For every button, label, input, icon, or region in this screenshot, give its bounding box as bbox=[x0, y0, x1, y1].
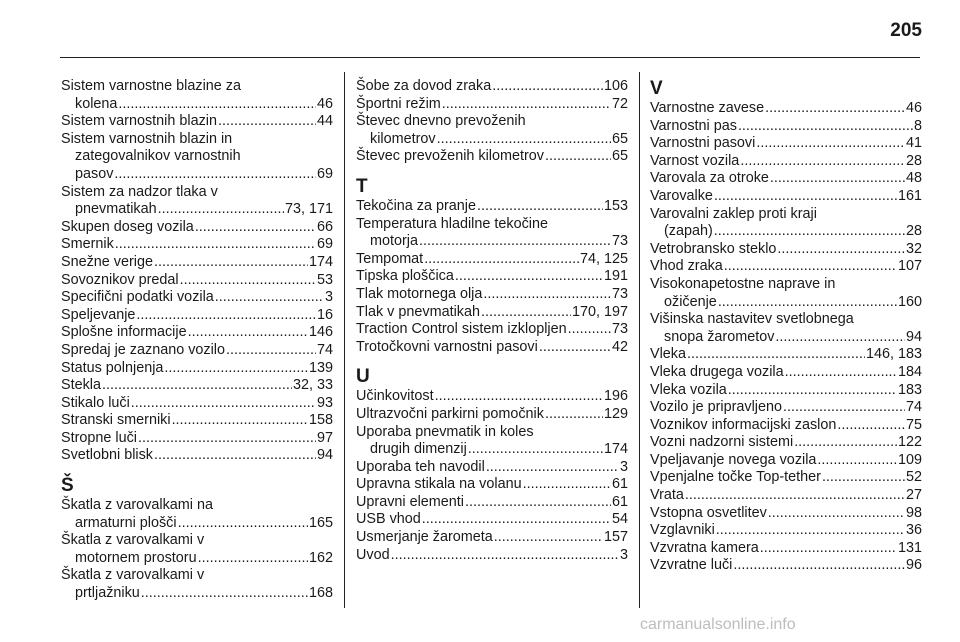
index-entry bbox=[61, 254, 333, 272]
dot-leader bbox=[768, 505, 905, 523]
dot-leader bbox=[539, 339, 611, 357]
index-entry bbox=[650, 417, 922, 435]
index-entry-text: Varovalni zaklep proti kraji bbox=[650, 205, 817, 222]
index-entry bbox=[61, 184, 333, 219]
index-page-ref: 109 bbox=[897, 451, 922, 468]
dot-leader bbox=[733, 557, 905, 575]
index-entry bbox=[650, 540, 922, 558]
dot-leader bbox=[794, 434, 897, 452]
index-entry bbox=[650, 206, 922, 241]
dot-leader bbox=[486, 459, 619, 477]
dot-leader bbox=[545, 148, 611, 166]
index-entry bbox=[650, 311, 922, 346]
index-entry bbox=[61, 272, 333, 290]
index-page-ref: 32, 33 bbox=[292, 377, 333, 394]
dot-leader bbox=[455, 268, 603, 286]
watermark: carmanualsonline.info bbox=[640, 616, 796, 633]
dot-leader bbox=[770, 170, 905, 188]
index-entry bbox=[650, 399, 922, 417]
index-entry-text: Vzvratne luči bbox=[650, 557, 733, 574]
index-entry-text: Sistem varnostnih blazin in bbox=[61, 130, 233, 147]
dot-leader bbox=[775, 329, 905, 347]
index-page-ref: 75 bbox=[905, 416, 922, 433]
index-entry-text: Vzvratna kamera bbox=[650, 539, 759, 556]
index-entry-text: Škatla z varovalkami na bbox=[61, 497, 213, 514]
dot-leader bbox=[468, 441, 603, 459]
index-entry-text: Vozilo je pripravljeno bbox=[650, 399, 782, 416]
dot-leader bbox=[118, 96, 316, 114]
index-entry-text: Varnost vozila bbox=[650, 152, 740, 169]
dot-leader bbox=[481, 304, 571, 322]
index-page-ref: 52 bbox=[905, 469, 922, 486]
index-entry bbox=[356, 78, 628, 96]
dot-leader bbox=[685, 487, 905, 505]
index-page-ref: 196 bbox=[603, 388, 628, 405]
index-entry-text: Vleka vozila bbox=[650, 381, 727, 398]
column-divider bbox=[344, 72, 345, 608]
dot-leader bbox=[422, 511, 611, 529]
index-page-ref: 54 bbox=[611, 511, 628, 528]
index-page-ref: 65 bbox=[611, 148, 628, 165]
index-entry-text: Škatla z varovalkami v bbox=[61, 567, 205, 584]
index-entry bbox=[356, 251, 628, 269]
index-entry bbox=[61, 430, 333, 448]
dot-leader bbox=[164, 360, 308, 378]
index-entry-text: ožičenje bbox=[664, 293, 717, 310]
dot-leader bbox=[391, 547, 619, 565]
index-page-ref: 46 bbox=[905, 100, 922, 116]
dot-leader bbox=[188, 324, 308, 342]
dot-leader bbox=[136, 307, 316, 325]
index-entry bbox=[356, 547, 628, 565]
index-entry bbox=[356, 459, 628, 477]
index-entry-text: Učinkovitost bbox=[356, 388, 434, 405]
index-entry-text: snopa žarometov bbox=[664, 328, 775, 345]
index-entry-text: Sistem za nadzor tlaka v bbox=[61, 183, 218, 200]
dot-leader bbox=[180, 272, 316, 290]
index-entry-text: Trotočkovni varnostni pasovi bbox=[356, 338, 538, 355]
index-page-ref: 3 bbox=[619, 458, 628, 475]
page-number: 205 bbox=[890, 20, 922, 41]
index-page-ref: 94 bbox=[316, 447, 333, 464]
dot-leader bbox=[760, 540, 897, 558]
index-entry bbox=[650, 469, 922, 487]
dot-leader bbox=[115, 236, 316, 254]
index-entry bbox=[61, 395, 333, 413]
dot-leader bbox=[138, 430, 316, 448]
index-entry-text: motorja bbox=[370, 233, 418, 250]
column-divider bbox=[639, 72, 640, 608]
index-entry-text: Uvod bbox=[356, 546, 390, 563]
index-entry bbox=[356, 321, 628, 339]
dot-leader bbox=[154, 254, 308, 272]
dot-leader bbox=[424, 251, 579, 269]
dot-leader bbox=[131, 395, 316, 413]
dot-leader bbox=[442, 96, 611, 114]
index-entry bbox=[61, 78, 333, 113]
dot-leader bbox=[195, 219, 316, 237]
index-entry bbox=[356, 406, 628, 424]
index-page-ref: 191 bbox=[603, 268, 628, 285]
index-entry-text: Sistem varnostne blazine za bbox=[61, 78, 241, 94]
dot-leader bbox=[714, 188, 897, 206]
index-entry bbox=[650, 505, 922, 523]
dot-leader bbox=[215, 289, 324, 307]
index-entry bbox=[356, 268, 628, 286]
index-letter-heading: V bbox=[650, 78, 663, 99]
dot-leader bbox=[419, 233, 611, 251]
index-entry-text: Tempomat bbox=[356, 250, 424, 267]
index-page-ref: 66 bbox=[316, 218, 333, 235]
dot-leader bbox=[465, 494, 611, 512]
index-entry-text: Svetlobni blisk bbox=[61, 447, 153, 464]
index-entry bbox=[61, 289, 333, 307]
index-entry-text: armaturni plošči bbox=[75, 514, 177, 531]
index-page-ref: 174 bbox=[308, 253, 333, 270]
index-page-ref: 61 bbox=[611, 476, 628, 493]
index-page-ref: 146 bbox=[308, 324, 333, 341]
dot-leader bbox=[714, 223, 905, 241]
dot-leader bbox=[738, 118, 913, 136]
index-page-ref: 184 bbox=[897, 363, 922, 380]
index-entry-text: Speljevanje bbox=[61, 306, 136, 323]
index-entry-text: Stekla bbox=[61, 377, 101, 394]
index-entry bbox=[61, 307, 333, 325]
index-entry-text: Ultrazvočni parkirni pomočnik bbox=[356, 405, 544, 422]
index-entry-text: Stropne luči bbox=[61, 429, 137, 446]
dot-leader bbox=[483, 286, 611, 304]
index-page-ref: 129 bbox=[603, 405, 628, 422]
dot-leader bbox=[102, 377, 292, 395]
index-letter-heading: Š bbox=[61, 475, 74, 497]
index-entry bbox=[356, 388, 628, 406]
index-entry-text: Skupen doseg vozila bbox=[61, 218, 194, 235]
index-page-ref: 107 bbox=[897, 258, 922, 275]
index-entry-text: Upravna stikala na volanu bbox=[356, 476, 522, 493]
dot-leader bbox=[837, 417, 905, 435]
index-entry-text: Uporaba teh navodil bbox=[356, 458, 485, 475]
index-entry-text: Vozni nadzorni sistemi bbox=[650, 434, 794, 451]
index-page-ref: 94 bbox=[905, 328, 922, 345]
index-entry bbox=[61, 113, 333, 131]
dot-leader bbox=[226, 342, 316, 360]
index-page-ref: 28 bbox=[905, 223, 922, 240]
index-letter-heading: T bbox=[356, 175, 368, 197]
index-page-ref: 28 bbox=[905, 152, 922, 169]
dot-leader bbox=[822, 469, 905, 487]
index-entry bbox=[356, 494, 628, 512]
index-entry-text: pasov bbox=[75, 165, 114, 182]
index-entry-text: Uporaba pnevmatik in koles bbox=[356, 423, 534, 440]
index-page-ref: 41 bbox=[905, 135, 922, 152]
index-page-ref: 170, 197 bbox=[571, 303, 628, 320]
index-entry bbox=[61, 324, 333, 342]
index-page-ref: 65 bbox=[611, 130, 628, 147]
index-entry-text: Upravni elementi bbox=[356, 493, 464, 510]
dot-leader bbox=[492, 78, 603, 96]
index-entry-text: Stranski smerniki bbox=[61, 412, 171, 429]
dot-leader bbox=[114, 166, 316, 184]
index-entry bbox=[650, 452, 922, 470]
index-entry-text: Vstopna osvetlitev bbox=[650, 504, 767, 521]
index-entry-text: Vleka drugega vozila bbox=[650, 363, 784, 380]
index-page-ref: 44 bbox=[316, 113, 333, 130]
dot-leader bbox=[785, 364, 897, 382]
dot-leader bbox=[777, 241, 905, 259]
index-entry bbox=[356, 148, 628, 166]
index-entry bbox=[650, 346, 922, 364]
index-entry bbox=[650, 188, 922, 206]
index-column-3 bbox=[650, 78, 922, 575]
index-entry-text: Tlak v pnevmatikah bbox=[356, 303, 480, 320]
dot-leader bbox=[198, 550, 308, 568]
index-page-ref: 157 bbox=[603, 529, 628, 546]
index-entry-text: kilometrov bbox=[370, 130, 436, 147]
index-page-ref: 165 bbox=[308, 514, 333, 531]
index-entry bbox=[61, 497, 333, 532]
index-page-ref: 32 bbox=[905, 240, 922, 257]
index-entry bbox=[650, 364, 922, 382]
index-entry-text: Voznikov informacijski zaslon bbox=[650, 416, 837, 433]
index-entry bbox=[650, 522, 922, 540]
index-entry bbox=[650, 170, 922, 188]
index-page-ref: 158 bbox=[308, 412, 333, 429]
index-page-ref: 106 bbox=[603, 78, 628, 94]
index-entry-text: Tekočina za pranje bbox=[356, 197, 476, 214]
index-entry-text: Varnostni pasovi bbox=[650, 135, 756, 152]
index-entry bbox=[650, 382, 922, 400]
index-entry-text: Snežne verige bbox=[61, 253, 154, 270]
index-entry bbox=[356, 339, 628, 357]
index-entry bbox=[61, 447, 333, 465]
index-page-ref: 3 bbox=[619, 546, 628, 563]
index-entry bbox=[356, 96, 628, 114]
index-page-ref: 153 bbox=[603, 197, 628, 214]
dot-leader bbox=[477, 198, 603, 216]
index-page-ref: 146, 183 bbox=[865, 346, 922, 363]
index-entry-text: Vleka bbox=[650, 346, 686, 363]
index-entry bbox=[61, 131, 333, 184]
index-entry-text: Varnostni pas bbox=[650, 117, 737, 134]
index-page-ref: 162 bbox=[308, 549, 333, 566]
index-page-ref: 8 bbox=[913, 117, 922, 134]
index-page-ref: 97 bbox=[316, 429, 333, 446]
index-entry bbox=[61, 360, 333, 378]
dot-leader bbox=[687, 346, 865, 364]
index-page-ref: 96 bbox=[905, 557, 922, 574]
index-entry-text: Števec prevoženih kilometrov bbox=[356, 148, 544, 165]
dot-leader bbox=[718, 294, 897, 312]
index-entry bbox=[650, 118, 922, 136]
index-page-ref: 139 bbox=[308, 359, 333, 376]
index-entry-text: Vetrobransko steklo bbox=[650, 240, 777, 257]
index-page-ref: 16 bbox=[316, 306, 333, 323]
index-page-ref: 3 bbox=[324, 289, 333, 306]
dot-leader bbox=[435, 388, 603, 406]
index-entry-text: Tlak motornega olja bbox=[356, 285, 483, 302]
index-entry-text: Sovoznikov predal bbox=[61, 271, 179, 288]
index-entry bbox=[356, 286, 628, 304]
dot-leader bbox=[545, 406, 603, 424]
index-entry bbox=[61, 219, 333, 237]
index-entry-text: Vhod zraka bbox=[650, 258, 723, 275]
index-entry bbox=[650, 135, 922, 153]
index-entry bbox=[356, 113, 628, 148]
index-page-ref: 174 bbox=[603, 441, 628, 458]
index-letter-heading: U bbox=[356, 366, 370, 388]
index-page-ref: 72 bbox=[611, 95, 628, 112]
index-entry bbox=[650, 153, 922, 171]
index-entry bbox=[61, 236, 333, 254]
index-page-ref: 27 bbox=[905, 487, 922, 504]
index-entry-text: Varovalke bbox=[650, 187, 713, 204]
index-page-ref: 46 bbox=[316, 95, 333, 112]
dot-leader bbox=[158, 201, 284, 219]
index-entry bbox=[650, 241, 922, 259]
index-entry bbox=[61, 532, 333, 567]
index-entry bbox=[650, 100, 922, 118]
index-entry bbox=[356, 216, 628, 251]
index-page-ref: 161 bbox=[897, 187, 922, 204]
index-entry bbox=[61, 567, 333, 602]
index-entry-text: Števec dnevno prevoženih bbox=[356, 113, 526, 130]
dot-leader bbox=[172, 412, 308, 430]
index-page-ref: 168 bbox=[308, 585, 333, 602]
index-page-ref: 74 bbox=[316, 341, 333, 358]
index-entry-text: Specifični podatki vozila bbox=[61, 289, 214, 306]
dot-leader bbox=[817, 452, 897, 470]
index-entry-text: Vzglavniki bbox=[650, 522, 715, 539]
index-page-ref: 93 bbox=[316, 394, 333, 411]
index-page-ref: 61 bbox=[611, 493, 628, 510]
index-entry-text: Usmerjanje žarometa bbox=[356, 529, 493, 546]
index-page-ref: 131 bbox=[897, 539, 922, 556]
dot-leader bbox=[783, 399, 905, 417]
index-entry-text: Spredaj je zaznano vozilo bbox=[61, 341, 225, 358]
index-entry bbox=[356, 304, 628, 322]
dot-leader bbox=[154, 447, 316, 465]
index-entry bbox=[356, 476, 628, 494]
index-page-ref: 73 bbox=[611, 233, 628, 250]
index-entry bbox=[650, 487, 922, 505]
index-entry-text: Splošne informacije bbox=[61, 324, 187, 341]
index-column-1 bbox=[61, 78, 333, 603]
index-entry bbox=[356, 511, 628, 529]
index-entry bbox=[61, 342, 333, 360]
index-entry bbox=[61, 412, 333, 430]
index-entry-text: Sistem varnostnih blazin bbox=[61, 113, 217, 130]
index-page-ref: 160 bbox=[897, 293, 922, 310]
index-page-ref: 73 bbox=[611, 321, 628, 338]
dot-leader bbox=[523, 476, 611, 494]
dot-leader bbox=[740, 153, 905, 171]
index-entry bbox=[650, 258, 922, 276]
dot-leader bbox=[716, 522, 905, 540]
dot-leader bbox=[141, 585, 308, 603]
index-entry-text: Šobe za dovod zraka bbox=[356, 78, 492, 94]
index-entry-text: Vpeljavanje novega vozila bbox=[650, 451, 817, 468]
dot-leader bbox=[218, 113, 316, 131]
index-entry-text: Traction Control sistem izklopljen bbox=[356, 321, 567, 338]
dot-leader bbox=[756, 135, 905, 153]
index-entry bbox=[356, 529, 628, 547]
index-entry bbox=[650, 276, 922, 311]
index-page-ref: 74 bbox=[905, 399, 922, 416]
index-page-ref: 36 bbox=[905, 522, 922, 539]
header-rule bbox=[60, 57, 920, 58]
dot-leader bbox=[178, 515, 308, 533]
index-entry-text: Športni režim bbox=[356, 95, 441, 112]
index-page-ref: 53 bbox=[316, 271, 333, 288]
index-entry-text: Vpenjalne točke Top-tether bbox=[650, 469, 821, 486]
index-entry-text: Vrata bbox=[650, 487, 684, 504]
index-entry-text: pnevmatikah bbox=[75, 201, 157, 218]
index-entry-text: (zapah) bbox=[664, 223, 713, 240]
index-entry-text: Tipska ploščica bbox=[356, 268, 454, 285]
dot-leader bbox=[765, 100, 905, 118]
index-column-2 bbox=[356, 78, 628, 564]
index-entry-text: Stikalo luči bbox=[61, 394, 130, 411]
index-entry bbox=[650, 557, 922, 575]
index-page-ref: 73 bbox=[611, 285, 628, 302]
index-entry-text: Visokonapetostne naprave in bbox=[650, 275, 836, 292]
index-page-ref: 42 bbox=[611, 338, 628, 355]
index-page-ref: 69 bbox=[316, 236, 333, 253]
index-entry-text: USB vhod bbox=[356, 511, 421, 528]
dot-leader bbox=[724, 258, 897, 276]
index-page-ref: 73, 171 bbox=[284, 201, 333, 218]
index-entry-text: Smernik bbox=[61, 236, 114, 253]
dot-leader bbox=[494, 529, 603, 547]
index-entry-text: Varovala za otroke bbox=[650, 170, 769, 187]
index-page-ref: 98 bbox=[905, 504, 922, 521]
dot-leader bbox=[728, 382, 897, 400]
index-entry-text: Status polnjenja bbox=[61, 359, 164, 376]
index-entry-text: Varnostne zavese bbox=[650, 100, 765, 116]
index-entry bbox=[61, 377, 333, 395]
index-entry bbox=[650, 434, 922, 452]
dot-leader bbox=[437, 131, 611, 149]
index-entry-text: Višinska nastavitev svetlobnega bbox=[650, 311, 854, 328]
index-entry-text: Škatla z varovalkami v bbox=[61, 532, 205, 549]
index-entry bbox=[356, 424, 628, 459]
index-page-ref: 69 bbox=[316, 165, 333, 182]
index-entry-text: kolena bbox=[75, 95, 118, 112]
index-entry-text: Temperatura hladilne tekočine bbox=[356, 215, 548, 232]
index-entry-text: zategovalnikov varnostnih bbox=[75, 148, 241, 165]
index-entry-text: motornem prostoru bbox=[75, 549, 197, 566]
index-entry-text: drugih dimenzij bbox=[370, 441, 467, 458]
index-entry bbox=[356, 198, 628, 216]
index-page-ref: 48 bbox=[905, 170, 922, 187]
dot-leader bbox=[568, 321, 611, 339]
index-page-ref: 122 bbox=[897, 434, 922, 451]
index-entry-text: prtljažniku bbox=[75, 585, 140, 602]
index-page-ref: 74, 125 bbox=[579, 250, 628, 267]
index-page-ref: 183 bbox=[897, 381, 922, 398]
